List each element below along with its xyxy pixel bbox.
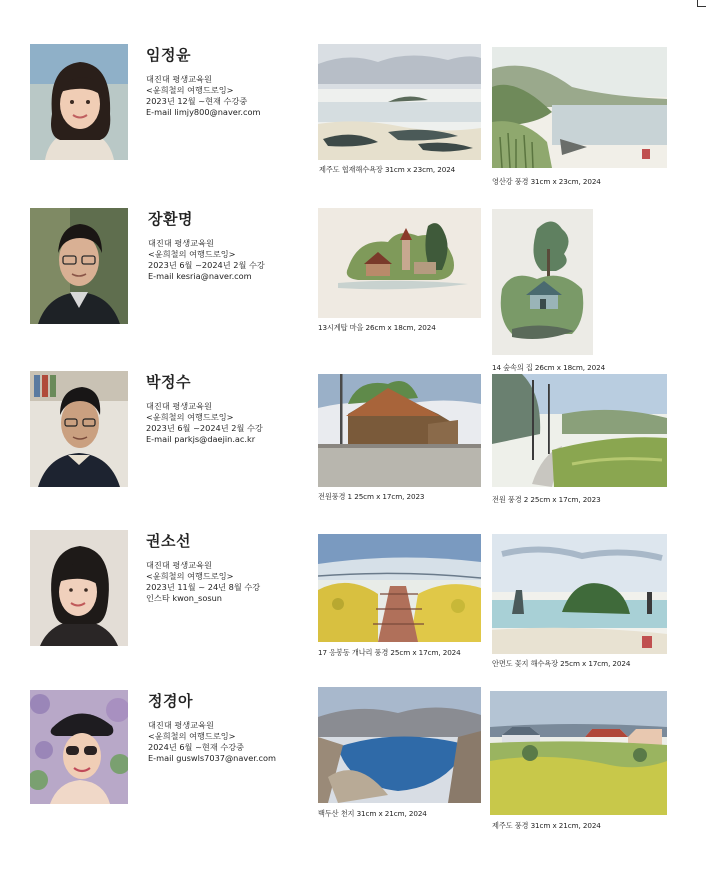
- painting-caption: 안면도 꽃지 해수욕장 25cm x 17cm, 2024: [492, 659, 631, 668]
- bio-line: 대진대 평생교육원: [148, 720, 214, 730]
- painting-caption: 영산강 풍경 31cm x 23cm, 2024: [492, 177, 601, 186]
- bio-line: 대진대 평생교육원: [146, 401, 212, 411]
- artist-portrait: [30, 530, 128, 646]
- painting-caption: 제주도 협재해수욕장 31cm x 23cm, 2024: [319, 165, 456, 174]
- bio-line: <윤희철의 여행드로잉>: [148, 249, 236, 259]
- artist-bio: [148, 690, 308, 764]
- artist-portrait: [30, 690, 128, 804]
- artist-name: 박정수: [146, 373, 191, 391]
- artist-portrait: [30, 208, 128, 324]
- artist-name: 권소선: [146, 532, 191, 550]
- artist-bio: [146, 530, 306, 604]
- painting-caption: 전원풍경 1 25cm x 17cm, 2023: [318, 492, 425, 501]
- bio-line: 2023년 6월 ~2024년 2월 수강: [148, 260, 265, 270]
- bio-line: <윤희철의 여행드로잉>: [146, 571, 234, 581]
- bio-line: 대진대 평생교육원: [146, 560, 212, 570]
- painting-caption: 전원 풍경 2 25cm x 17cm, 2023: [492, 495, 601, 504]
- bio-line: <윤희철의 여행드로잉>: [148, 731, 236, 741]
- artist-name: 정경아: [148, 692, 193, 710]
- artist-portrait: [30, 371, 128, 487]
- painting-caption: 17 응봉동 개나리 풍경 25cm x 17cm, 2024: [318, 648, 461, 657]
- bio-line: 대진대 평생교육원: [148, 238, 214, 248]
- artist-bio: [146, 44, 306, 118]
- bio-contact: 인스타 kwon_sosun: [146, 593, 222, 603]
- artist-bio: [146, 371, 306, 445]
- artist-portrait: [30, 44, 128, 160]
- artist-name: 임정윤: [146, 46, 191, 64]
- artist-name: 장환명: [148, 210, 193, 228]
- bio-contact: E-mail parkjs@daejin.ac.kr: [146, 434, 256, 444]
- painting-image: [492, 209, 593, 355]
- painting-image: [318, 374, 481, 487]
- bio-line: 대진대 평생교육원: [146, 74, 212, 84]
- painting-image: [492, 47, 667, 168]
- bio-line: 2024년 6월 ~현재 수강중: [148, 742, 245, 752]
- corner-mark: [697, 0, 706, 7]
- painting-image: [318, 208, 481, 318]
- artist-bio: [148, 208, 308, 282]
- painting-image: [318, 534, 481, 642]
- bio-line: 2023년 11월 ~ 24년 8월 수강: [146, 582, 261, 592]
- painting-image: [492, 534, 667, 654]
- painting-caption: 제주도 풍경 31cm x 21cm, 2024: [492, 821, 601, 830]
- bio-line: 2023년 12월 ~현재 수강중: [146, 96, 248, 106]
- bio-line: 2023년 6월 ~2024년 2월 수강: [146, 423, 263, 433]
- bio-contact: E-mail guswls7037@naver.com: [148, 753, 276, 763]
- bio-contact: E-mail kesria@naver.com: [148, 271, 252, 281]
- painting-image: [492, 374, 667, 487]
- painting-caption: 백두산 천지 31cm x 21cm, 2024: [318, 809, 427, 818]
- painting-caption: 14 숲속의 집 26cm x 18cm, 2024: [492, 363, 606, 372]
- bio-line: <윤희철의 여행드로잉>: [146, 412, 234, 422]
- bio-line: <윤희철의 여행드로잉>: [146, 85, 234, 95]
- painting-image: [318, 44, 481, 160]
- painting-image: [490, 691, 667, 815]
- bio-contact: E-mail limjy800@naver.com: [146, 107, 261, 117]
- painting-caption: 13시계탑 마을 26cm x 18cm, 2024: [318, 323, 436, 332]
- painting-image: [318, 687, 481, 803]
